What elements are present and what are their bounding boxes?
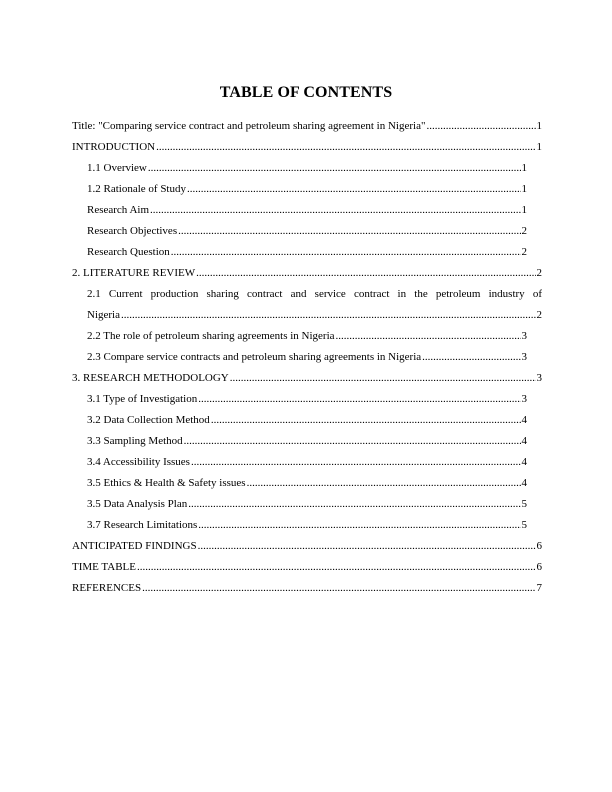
toc-entry-label: 3.2 Data Collection Method bbox=[87, 414, 210, 426]
dot-leader bbox=[336, 326, 521, 347]
toc-entry-label: 2.3 Compare service contracts and petroleum sharing agreements in Nigeria bbox=[87, 351, 422, 363]
toc-entry-page: 4 bbox=[521, 414, 527, 426]
toc-entry-page: 1 bbox=[536, 141, 542, 153]
toc-entry-type-investigation[interactable] bbox=[87, 389, 527, 410]
toc-entry-page: 4 bbox=[521, 435, 527, 447]
toc-entry-page: 2 bbox=[536, 267, 542, 279]
toc-entry-accessibility[interactable] bbox=[87, 452, 527, 473]
dot-leader bbox=[188, 494, 520, 515]
toc-entry-label: 1.2 Rationale of Study bbox=[87, 183, 186, 195]
toc-entry-label: 3.1 Type of Investigation bbox=[87, 393, 198, 405]
toc-entry-label: 1.1 Overview bbox=[87, 162, 147, 174]
dot-leader bbox=[198, 389, 520, 410]
toc-entry-label: 3.7 Research Limitations bbox=[87, 519, 198, 531]
toc-entry-label: Research Question bbox=[87, 246, 170, 258]
toc-entry-data-analysis[interactable] bbox=[87, 494, 527, 515]
toc-entry-page: 6 bbox=[536, 540, 542, 552]
toc-entry-page: 6 bbox=[536, 561, 542, 573]
toc-entry-label: TIME TABLE bbox=[72, 561, 136, 573]
toc-entry-ethics[interactable] bbox=[87, 473, 527, 494]
toc-entry-page: 1 bbox=[536, 120, 542, 132]
toc-entry-page: 2 bbox=[521, 246, 527, 258]
toc-entry-label: 3.4 Accessibility Issues bbox=[87, 456, 190, 468]
toc-entry-research-question[interactable] bbox=[87, 242, 527, 263]
toc-entry-introduction[interactable] bbox=[72, 137, 542, 158]
dot-leader bbox=[184, 431, 521, 452]
toc-entry-label: INTRODUCTION bbox=[72, 141, 156, 153]
dot-leader bbox=[198, 515, 520, 536]
toc-entry-label: Research Objectives bbox=[87, 225, 178, 237]
toc-entry-page: 4 bbox=[521, 456, 527, 468]
toc-entry-research-aim[interactable] bbox=[87, 200, 527, 221]
dot-leader bbox=[211, 410, 521, 431]
toc-entry-references[interactable] bbox=[72, 578, 542, 599]
dot-leader bbox=[187, 179, 521, 200]
toc-entry-overview[interactable] bbox=[87, 158, 527, 179]
toc-entry-current-psc-line1[interactable]: 2.1 Current production sharing contract and service contract in the petroleum industry of bbox=[87, 288, 542, 300]
toc-entry-page: 5 bbox=[521, 519, 527, 531]
toc-entry-label: Title: "Comparing service contract and petroleum sharing agreement in Nigeria" bbox=[72, 120, 426, 132]
toc-entry-rationale[interactable] bbox=[87, 179, 527, 200]
dot-leader bbox=[247, 473, 521, 494]
toc-entry-page: 5 bbox=[521, 498, 527, 510]
dot-leader bbox=[230, 368, 536, 389]
page-title: TABLE OF CONTENTS bbox=[219, 84, 393, 101]
toc-entry-page: 3 bbox=[521, 330, 527, 342]
toc-entry-page: 3 bbox=[536, 372, 542, 384]
dot-leader bbox=[422, 347, 520, 368]
dot-leader bbox=[148, 158, 521, 179]
toc-entry-page: 1 bbox=[521, 162, 527, 174]
toc-entry-label: ANTICIPATED FINDINGS bbox=[72, 540, 197, 552]
toc-entry-label: Nigeria bbox=[87, 309, 120, 321]
toc-entry-label: Research Aim bbox=[87, 204, 150, 216]
toc-entry-page: 2 bbox=[536, 309, 542, 321]
dot-leader bbox=[178, 221, 520, 242]
dot-leader bbox=[137, 557, 536, 578]
toc-entry-page: 3 bbox=[521, 393, 527, 405]
dot-leader bbox=[171, 242, 521, 263]
toc-entry-label: 3.5 Ethics & Health & Safety issues bbox=[87, 477, 246, 489]
toc-entry-page: 2 bbox=[521, 225, 527, 237]
toc-entry-title[interactable] bbox=[72, 116, 542, 137]
toc-entry-current-psc[interactable] bbox=[87, 305, 542, 326]
dot-leader bbox=[426, 116, 535, 137]
dot-leader bbox=[196, 263, 535, 284]
toc-entry-label: 3.3 Sampling Method bbox=[87, 435, 183, 447]
toc-entry-page: 4 bbox=[521, 477, 527, 489]
toc-entry-page: 7 bbox=[536, 582, 542, 594]
toc-entry-data-collection[interactable] bbox=[87, 410, 527, 431]
toc-entry-limitations[interactable] bbox=[87, 515, 527, 536]
toc-entry-label: 2.2 The role of petroleum sharing agreements in Nigeria bbox=[87, 330, 335, 342]
toc-entry-time-table[interactable] bbox=[72, 557, 542, 578]
toc-entry-page: 3 bbox=[521, 351, 527, 363]
dot-leader bbox=[121, 305, 536, 326]
dot-leader bbox=[198, 536, 536, 557]
toc-entry-label: 2. LITERATURE REVIEW bbox=[72, 267, 196, 279]
dot-leader bbox=[142, 578, 535, 599]
toc-entry-research-methodology[interactable] bbox=[72, 368, 542, 389]
toc-entry-role-psa[interactable] bbox=[87, 326, 527, 347]
toc-entry-anticipated-findings[interactable] bbox=[72, 536, 542, 557]
toc-entry-label: REFERENCES bbox=[72, 582, 142, 594]
toc-entry-page: 1 bbox=[521, 204, 527, 216]
toc-entry-sampling-method[interactable] bbox=[87, 431, 527, 452]
dot-leader bbox=[156, 137, 535, 158]
dot-leader bbox=[191, 452, 521, 473]
toc-entry-compare[interactable] bbox=[87, 347, 527, 368]
toc-entry-label: 3.5 Data Analysis Plan bbox=[87, 498, 188, 510]
table-of-contents bbox=[72, 116, 542, 599]
toc-entry-label: 3. RESEARCH METHODOLOGY bbox=[72, 372, 229, 384]
dot-leader bbox=[150, 200, 520, 221]
toc-entry-research-objectives[interactable] bbox=[87, 221, 527, 242]
toc-entry-page: 1 bbox=[521, 183, 527, 195]
toc-entry-literature-review[interactable] bbox=[72, 263, 542, 284]
